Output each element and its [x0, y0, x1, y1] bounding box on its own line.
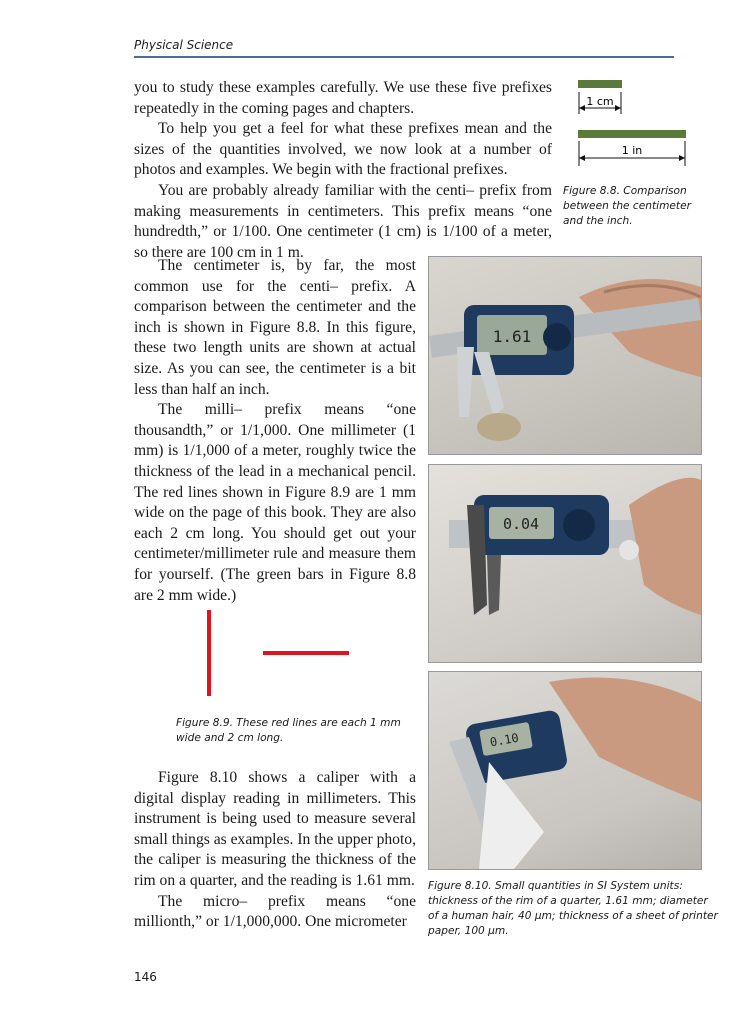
- paragraph: The centimeter is, by far, the most common use for the centi– prefix. A comparison between the centimeter and the inch is shown in Figure 8.8. In this figure, these two length units are shown at actual size. As you can see, the centimeter is a bit less than half an inch.: [134, 257, 416, 398]
- paragraph: To help you get a feel for what these prefixes mean and the sizes of the quantities involved, we now look at a number of photos and examples. We begin with the fractional prefixes.: [134, 120, 552, 179]
- page-number: 146: [134, 970, 157, 984]
- caliper-display-3: 0.10: [488, 730, 520, 750]
- body-column-bottom: [134, 768, 416, 933]
- vertical-red-line: [207, 610, 211, 696]
- body-column-top: [134, 78, 552, 263]
- inch-label: 1 in: [621, 144, 643, 157]
- paragraph: The milli– prefix means “one thousandth,” or 1/1,000. One millimeter (1 mm) is 1/1,000 of a meter, roughly twice the thickness of the lead in a mechanical pencil. The red lines shown in Figure 8.9 are 1 mm wide on the page of this book. They are also each 2 cm long. You should get out your centimeter/millimeter rule and measure them for yourself. (The green bars in Figure 8.8 are 2 mm wide.): [134, 401, 416, 604]
- cm-label: 1 cm: [586, 95, 614, 108]
- figure-8-9-caption: Figure 8.9. These red lines are each 1 mm wide and 2 cm long.: [176, 717, 401, 744]
- paragraph: You are probably already familiar with the centi– prefix from making measurements in centimeters. This prefix means “one hundredth,” or 1/100. One centimeter (1 cm) is 1/100 of a meter, so there are 100 cm in 1 m.: [134, 181, 552, 261]
- figure-8-8-ruler: [575, 78, 690, 170]
- figure-8-8-caption: Figure 8.8. Comparison between the centimeter and the inch.: [563, 185, 691, 227]
- paragraph: Figure 8.10 shows a caliper with a digital display reading in millimeters. This instrument is being used to measure several small things as examples. In the upper photo, the caliper is measuring the thickness of the rim on a quarter, and the reading is 1.61 mm.: [134, 769, 416, 889]
- paragraph: you to study these examples carefully. We use these five prefixes repeatedly in the coming pages and chapters.: [134, 79, 552, 117]
- body-column-middle: [134, 256, 416, 606]
- paragraph: The micro– prefix means “one millionth,” or 1/1,000,000. One micrometer: [134, 892, 416, 931]
- header-rule: [134, 56, 674, 58]
- caliper-display-1: 1.61: [492, 327, 532, 346]
- cm-bar: [578, 80, 622, 88]
- running-header: Physical Science: [134, 38, 234, 52]
- caliper-display-2: 0.04: [502, 515, 540, 533]
- caliper-photo-paper: [428, 671, 702, 870]
- inch-bar: [578, 130, 686, 138]
- horizontal-red-line: [263, 651, 349, 655]
- figure-8-9-lines: [200, 608, 360, 700]
- caliper-photo-hair: [428, 464, 702, 663]
- caliper-photo-quarter: [428, 256, 702, 455]
- figure-8-10-caption: Figure 8.10. Small quantities in SI System units: thickness of the rim of a quarter, 1.61 mm; diameter of a human hair, 40 μm; thickness of a sheet of printer paper, 100 μm.: [428, 880, 718, 937]
